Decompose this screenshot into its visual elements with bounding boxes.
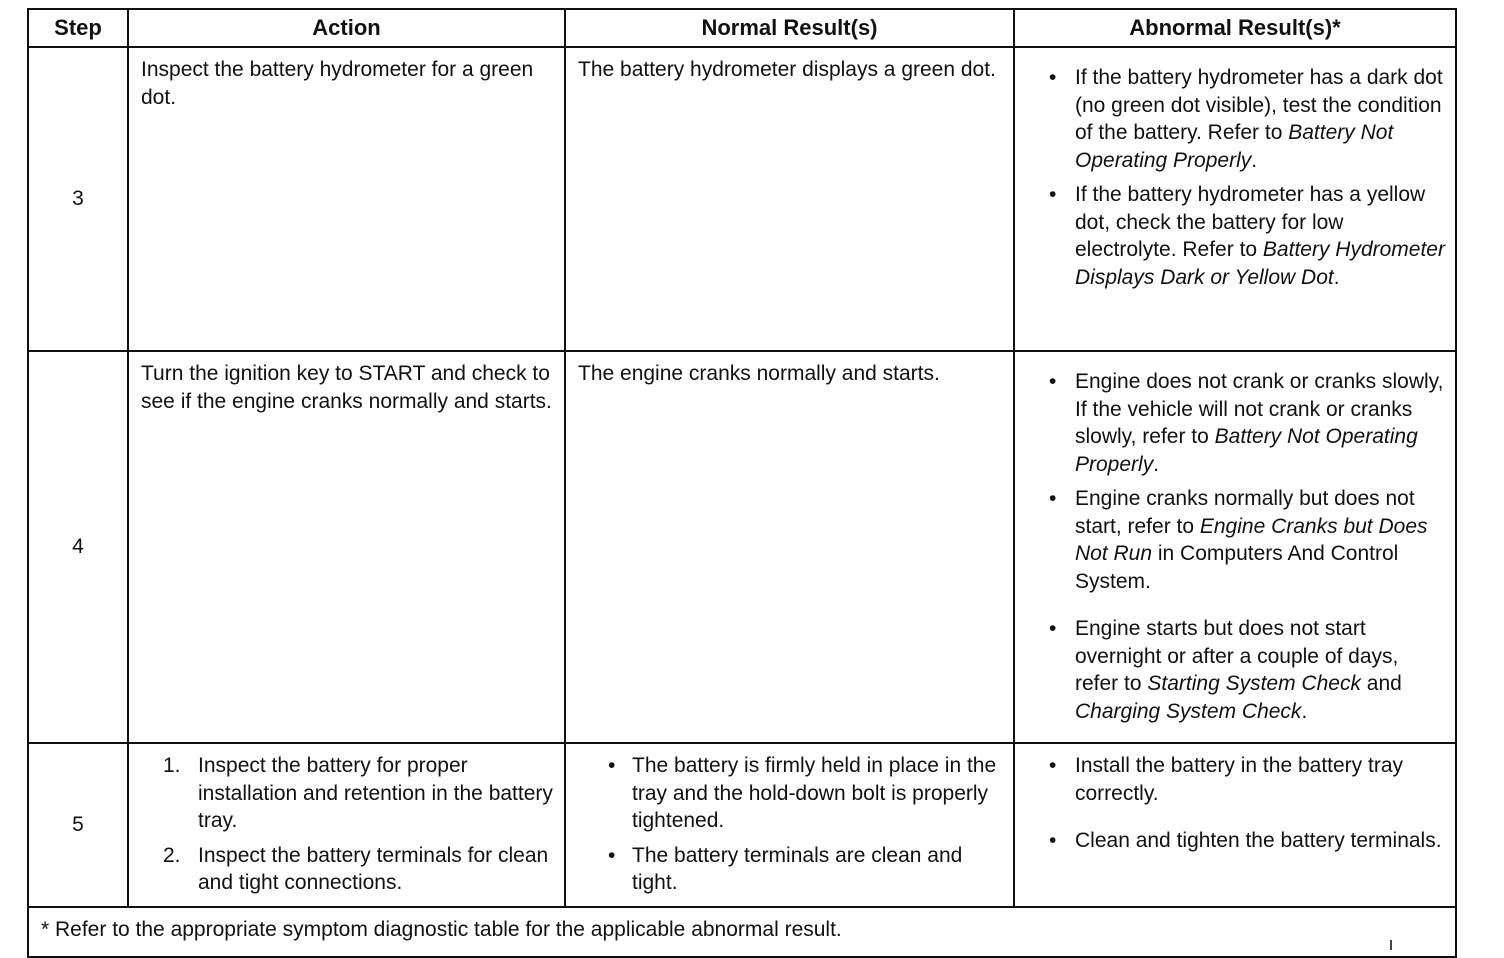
- abnormal-result-item: • If the battery hydrometer has a yellow dot, check the battery for low electrolyte. Refer to Battery Hydrometer Displays Dark or Yellow Dot.: [1027, 181, 1447, 291]
- normal-result-item: • The battery terminals are clean and tight.: [578, 842, 1005, 897]
- reference-link: Battery Not Operating Properly: [1075, 425, 1418, 476]
- header-row: [28, 9, 1456, 47]
- diagnostic-table: [27, 8, 1457, 958]
- table-row-step-4: [28, 351, 1456, 743]
- action-cell: [128, 743, 565, 907]
- normal-result-cell: The battery hydrometer displays a green dot.: [565, 47, 1014, 351]
- action-cell: Turn the ignition key to START and check to see if the engine cranks normally and starts.: [128, 351, 565, 743]
- header-normal-results: Normal Result(s): [565, 9, 1014, 47]
- reference-link: Battery Hydrometer Displays Dark or Yellow Dot: [1075, 238, 1445, 289]
- scan-mark: [1390, 940, 1392, 950]
- reference-link: Engine Cranks but Does Not Run: [1075, 514, 1428, 565]
- normal-result-cell: [565, 743, 1014, 907]
- header-abnormal-results: Abnormal Result(s)*: [1014, 9, 1456, 47]
- footnote: * Refer to the appropriate symptom diagnostic table for the applicable abnormal result.: [28, 907, 1456, 957]
- reference-link: Charging System Check: [1075, 699, 1302, 723]
- action-step-item: 2. Inspect the battery terminals for clean and tight connections.: [163, 843, 549, 894]
- abnormal-result-item: • Engine starts but does not start overnight or after a couple of days, refer to Starting System Check and Charging System Check.: [1027, 615, 1447, 725]
- normal-result-item: • The battery is firmly held in place in the tray and the hold-down bolt is properly tightened.: [578, 752, 1005, 835]
- step-number: 3: [28, 47, 128, 351]
- action-step-item: 1. Inspect the battery for proper installation and retention in the battery tray.: [163, 754, 553, 832]
- abnormal-result-cell: [1014, 743, 1456, 907]
- abnormal-result-item: • If the battery hydrometer has a dark dot (no green dot visible), test the condition of the battery. Refer to Battery Not Operating Properly.: [1027, 64, 1447, 174]
- table-row-step-3: [28, 47, 1456, 351]
- header-action: Action: [128, 9, 565, 47]
- header-step: Step: [28, 9, 128, 47]
- abnormal-result-item: • Install the battery in the battery tray correctly.: [1027, 752, 1447, 807]
- normal-result-cell: The engine cranks normally and starts.: [565, 351, 1014, 743]
- abnormal-result-cell: [1014, 351, 1456, 743]
- abnormal-result-item: • Engine cranks normally but does not start, refer to Engine Cranks but Does Not Run in Computers And Control System.: [1027, 485, 1447, 595]
- table-row-step-5: [28, 743, 1456, 907]
- step-number: 5: [28, 743, 128, 907]
- reference-link: Starting System Check: [1147, 672, 1361, 695]
- abnormal-result-item: • Clean and tighten the battery terminals.: [1027, 827, 1447, 855]
- action-cell: Inspect the battery hydrometer for a green dot.: [128, 47, 565, 351]
- abnormal-result-cell: [1014, 47, 1456, 351]
- footnote-row: [28, 907, 1456, 957]
- reference-link: Battery Not Operating Properly: [1075, 121, 1394, 172]
- abnormal-result-item: • Engine does not crank or cranks slowly, If the vehicle will not crank or cranks slowly, refer to Battery Not Operating Properly.: [1027, 368, 1447, 478]
- step-number: 4: [28, 351, 128, 743]
